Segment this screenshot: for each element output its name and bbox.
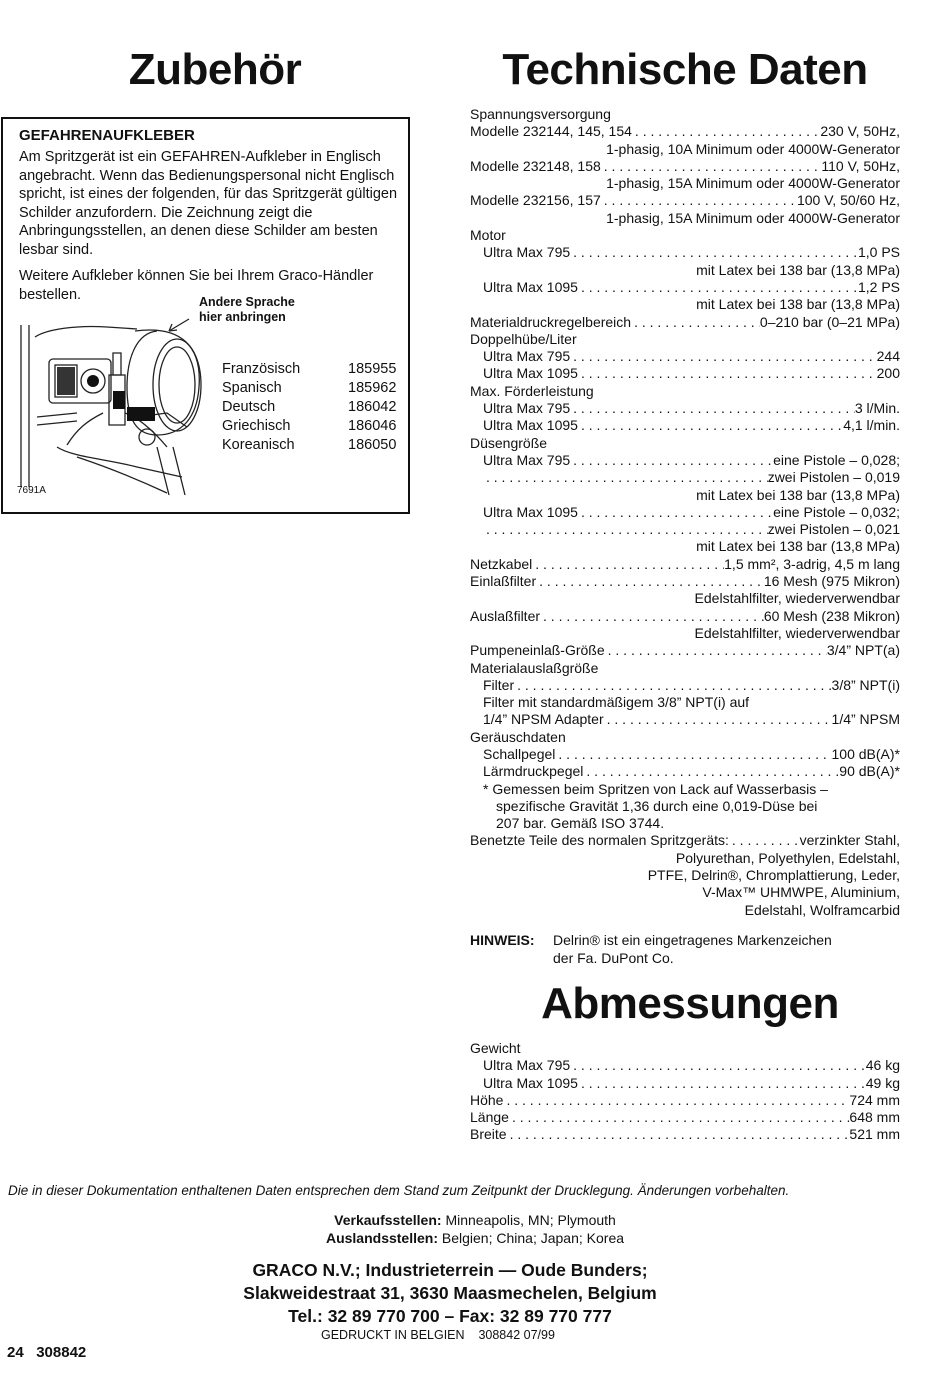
leader-dots: [570, 400, 855, 417]
spec-label: Ultra Max 795: [483, 348, 571, 365]
spec-value: 0–210 bar (0–21 MPa): [759, 313, 900, 330]
spec-row: [470, 504, 900, 521]
spec-label: Modelle 232148, 158: [470, 157, 601, 174]
callout-line-2: hier anbringen: [199, 310, 286, 324]
spec-value: 4,1 l/min.: [843, 417, 900, 434]
spec-label: Länge: [470, 1109, 509, 1126]
dimensions-list: [470, 1040, 900, 1144]
spec-value: 1,0 PS: [857, 244, 900, 261]
spec-continuation: Polyurethan, Polyethylen, Edelstahl,: [675, 849, 900, 866]
spec-row: [470, 244, 900, 261]
language-name: Deutsch: [222, 399, 276, 415]
spec-text: Gewicht: [470, 1040, 521, 1056]
spec-text: Geräuschdaten: [470, 728, 566, 745]
language-part-number: 186042: [348, 399, 397, 415]
sales-value: Minneapolis, MN; Plymouth: [445, 1212, 616, 1228]
spec-text: Doppelhübe/Liter: [470, 330, 577, 347]
spec-row: [470, 1126, 900, 1143]
spec-label: Einlaßfilter: [470, 573, 537, 590]
spec-label: Auslaßfilter: [470, 607, 541, 624]
leader-dots: [578, 365, 877, 382]
leader-dots: [631, 314, 760, 331]
leader-dots: [632, 123, 820, 140]
spec-value: 648 mm: [849, 1109, 900, 1126]
note-text: Delrin® ist ein eingetragenes Markenzeichen der Fa. DuPont Co.: [553, 932, 832, 966]
leader-dots: [729, 832, 800, 849]
spec-label: Ultra Max 1095: [483, 1074, 578, 1091]
spec-row: [470, 608, 900, 625]
leader-dots: [578, 417, 843, 434]
spec-value: eine Pistole – 0,032;: [773, 503, 900, 520]
spec-text: Motor: [470, 227, 506, 244]
spec-value: 3/4” NPT(a): [826, 642, 900, 659]
spec-row: [470, 469, 900, 486]
spec-text: * Gemessen beim Spritzen von Lack auf Wasserbasis –: [483, 780, 828, 797]
spec-continuation: Edelstahl, Wolframcarbid: [744, 901, 900, 918]
leader-dots: [503, 1092, 849, 1109]
spec-value: zwei Pistolen – 0,019: [767, 469, 900, 486]
spec-row: [470, 452, 900, 469]
spec-label: Schallpegel: [483, 745, 556, 762]
spec-row: [470, 677, 900, 694]
language-part-number: 186046: [348, 418, 397, 434]
spec-row: [470, 279, 900, 296]
leader-dots: [601, 192, 797, 209]
spec-label: Filter: [483, 676, 515, 693]
spec-row: [470, 1057, 900, 1074]
leader-dots: [536, 573, 764, 590]
spec-continuation: mit Latex bei 138 bar (13,8 MPa): [696, 538, 900, 555]
foreign-value: Belgien; China; Japan; Korea: [441, 1229, 625, 1246]
spec-value: 46 kg: [865, 1057, 900, 1074]
sales-offices: [0, 1212, 950, 1247]
spec-row: [470, 556, 900, 573]
leader-dots: [555, 746, 831, 763]
spec-value: 724 mm: [849, 1091, 900, 1108]
leader-dots: [583, 763, 839, 780]
leader-dots: [540, 608, 764, 625]
spec-row: [470, 763, 900, 780]
spec-row: [470, 573, 900, 590]
warning-label-box: [1, 117, 410, 514]
spec-label: Netzkabel: [470, 555, 533, 572]
spec-text: spezifische Gravität 1,36 durch eine 0,019-Düse bei: [496, 797, 818, 814]
spec-label: 1/4” NPSM Adapter: [483, 711, 604, 728]
spec-value: 90 dB(A)*: [839, 763, 900, 780]
spec-label: Lärmdruckpegel: [483, 763, 584, 780]
spec-row: [470, 365, 900, 382]
doc-number: 308842: [36, 1344, 87, 1361]
sprayer-illustration: [17, 317, 217, 497]
spec-value: 1,5 mm², 3-adrig, 4,5 m lang: [724, 555, 900, 572]
spec-label: Ultra Max 795: [483, 244, 571, 261]
spec-value: 1/4” NPSM: [831, 711, 900, 728]
spec-value: 60 Mesh (238 Mikron): [763, 607, 900, 624]
language-row: [222, 379, 396, 398]
spec-text: Spannungsversorgung: [470, 106, 611, 122]
leader-dots: [483, 521, 768, 538]
note-label: HINWEIS:: [470, 932, 535, 948]
spec-value: 521 mm: [849, 1126, 900, 1143]
leader-dots: [514, 677, 831, 694]
callout-line-1: Andere Sprache: [199, 295, 295, 309]
spec-label: Ultra Max 1095: [483, 503, 578, 520]
page-number: [7, 1344, 86, 1361]
spec-label: Ultra Max 1095: [483, 365, 578, 382]
spec-continuation: 1-phasig, 15A Minimum oder 4000W-Generator: [606, 175, 900, 192]
spec-row: [470, 417, 900, 434]
spec-label: Pumpeneinlaß-Größe: [470, 642, 605, 659]
spec-value: zwei Pistolen – 0,021: [767, 521, 900, 538]
spec-value: verzinkter Stahl,: [799, 832, 900, 849]
spec-value: 200: [876, 365, 900, 382]
spec-label: Ultra Max 795: [483, 1057, 571, 1074]
spec-row: [470, 123, 900, 140]
spec-label: Ultra Max 795: [483, 451, 571, 468]
leader-dots: [604, 711, 832, 728]
language-label-table: [222, 360, 396, 455]
language-row: [222, 417, 396, 436]
language-row: [222, 398, 396, 417]
disclaimer: Die in dieser Dokumentation enthaltenen Daten entsprechen dem Stand zum Zeitpunkt der Drucklegung. Änderungen vorbehalten.: [8, 1183, 790, 1198]
language-part-number: 185955: [348, 361, 397, 377]
spec-value: 244: [876, 348, 900, 365]
spec-label: Materialdruckregelbereich: [470, 313, 632, 330]
spec-label: Benetzte Teile des normalen Spritzgeräts:: [470, 832, 729, 849]
spec-value: 49 kg: [865, 1074, 900, 1091]
spec-continuation: V-Max™ UHMWPE, Aluminium,: [702, 884, 900, 901]
technical-data-title: Technische Daten: [502, 45, 868, 94]
sales-label: Verkaufsstellen:: [334, 1212, 442, 1228]
spec-row: [470, 642, 900, 659]
spec-row: [470, 400, 900, 417]
spec-continuation: PTFE, Delrin®, Chromplattierung, Leder,: [647, 867, 900, 884]
spec-row: [470, 1109, 900, 1126]
accessories-title: Zubehör: [128, 45, 302, 94]
spec-text: 207 bar. Gemäß ISO 3744.: [496, 815, 665, 832]
spec-label: Ultra Max 1095: [483, 278, 578, 295]
spec-row: [470, 192, 900, 209]
leader-dots: [509, 1109, 849, 1126]
spec-label: Ultra Max 1095: [483, 417, 578, 434]
spec-text: Filter mit standardmäßigem 3/8” NPT(i) auf: [483, 694, 750, 711]
language-name: Spanisch: [222, 380, 282, 396]
dimensions-title: Abmessungen: [541, 979, 839, 1028]
spec-row: [470, 711, 900, 728]
leader-dots: [570, 348, 876, 365]
language-row: [222, 360, 396, 379]
leader-dots: [578, 504, 773, 521]
language-name: Französisch: [222, 361, 301, 377]
spec-label: Breite: [470, 1126, 507, 1143]
spec-row: [470, 314, 900, 331]
language-name: Griechisch: [222, 418, 291, 434]
spec-continuation: mit Latex bei 138 bar (13,8 MPa): [696, 486, 900, 503]
spec-label: Ultra Max 795: [483, 400, 571, 417]
leader-dots: [532, 556, 724, 573]
spec-row: [470, 746, 900, 763]
spec-row: [470, 832, 900, 849]
spec-continuation: 1-phasig, 15A Minimum oder 4000W-Generator: [606, 209, 900, 226]
spec-text: Düsengröße: [470, 434, 548, 451]
language-row: [222, 436, 396, 455]
spec-value: 100 V, 50/60 Hz,: [796, 192, 900, 209]
address-line-3: Tel.: 32 89 770 700 – Fax: 32 89 770 777: [288, 1306, 612, 1326]
address-line-1: GRACO N.V.; Industrieterrein — Oude Bunders;: [252, 1260, 648, 1280]
spec-row: [470, 158, 900, 175]
language-part-number: 185962: [348, 380, 397, 396]
leader-dots: [570, 452, 773, 469]
foreign-label: Auslandsstellen:: [325, 1229, 438, 1246]
technical-data-list: [470, 106, 900, 919]
spec-value: 110 V, 50Hz,: [821, 157, 900, 174]
spec-continuation: Edelstahlfilter, wiederverwendbar: [694, 624, 900, 641]
spec-text: Max. Förderleistung: [470, 382, 594, 399]
leader-dots: [483, 469, 768, 486]
figure-id: 7691A: [17, 485, 46, 496]
leader-dots: [578, 1075, 866, 1092]
spec-value: 230 V, 50Hz,: [820, 123, 900, 140]
spec-text: Materialauslaßgröße: [470, 659, 599, 676]
spec-continuation: mit Latex bei 138 bar (13,8 MPa): [696, 261, 900, 278]
company-address: [0, 1259, 900, 1328]
spec-label: Modelle 232156, 157: [470, 192, 601, 209]
spec-value: 3/8” NPT(i): [831, 676, 900, 693]
spec-continuation: mit Latex bei 138 bar (13,8 MPa): [696, 296, 900, 313]
spec-continuation: 1-phasig, 10A Minimum oder 4000W-Generator: [606, 140, 900, 157]
leader-dots: [578, 279, 858, 296]
warning-text-order: Weitere Aufkleber können Sie bei Ihrem Graco-Händler bestellen.: [19, 268, 374, 303]
spec-label: Höhe: [470, 1091, 504, 1108]
language-name: Koreanisch: [222, 437, 295, 453]
spec-label: Modelle 232144, 145, 154: [470, 123, 632, 140]
spec-row: [470, 521, 900, 538]
language-part-number: 186050: [348, 437, 397, 453]
warning-text: Am Spritzgerät ist ein GEFAHREN-Aufkleber in Englisch angebracht. Wenn das Bedienungspersonal nicht Englisch spricht, ist eines der folgenden, für das Spritzgerät gültigen Schilder anzufordern. Die Zeichnung zeigt die Anbringungsstellen, an denen diese Schilder am besten lesbar sind.: [19, 149, 398, 258]
leader-dots: [570, 244, 858, 261]
print-info: GEDRUCKT IN BELGIEN 308842 07/99: [321, 1328, 555, 1342]
spec-value: eine Pistole – 0,028;: [773, 451, 900, 468]
page-number-value: 24: [7, 1344, 24, 1361]
leader-dots: [601, 158, 822, 175]
leader-dots: [570, 1057, 866, 1074]
spec-continuation: Edelstahlfilter, wiederverwendbar: [694, 590, 900, 607]
spec-row: [470, 1075, 900, 1092]
address-line-2: Slakweidestraat 31, 3630 Maasmechelen, Belgium: [243, 1283, 657, 1303]
spec-value: 16 Mesh (975 Mikron): [763, 573, 900, 590]
spec-value: 1,2 PS: [857, 278, 900, 295]
leader-dots: [507, 1126, 850, 1143]
spec-value: 100 dB(A)*: [831, 745, 900, 762]
spec-row: [470, 348, 900, 365]
warning-heading: GEFAHRENAUFKLEBER: [19, 127, 195, 144]
spec-row: [470, 1092, 900, 1109]
leader-dots: [605, 642, 827, 659]
spec-value: 3 l/Min.: [854, 400, 900, 417]
